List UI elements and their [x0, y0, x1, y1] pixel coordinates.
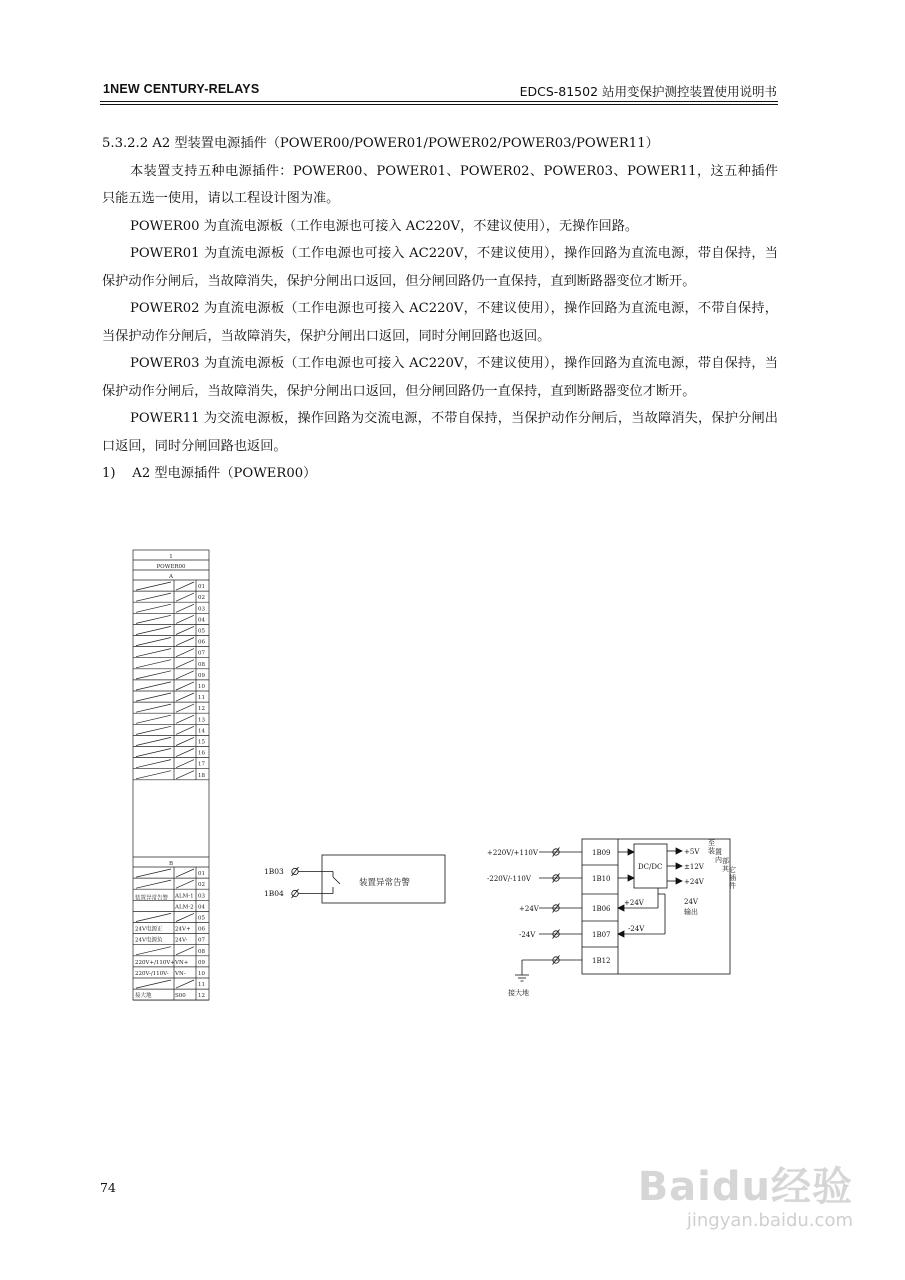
earth-label: 接大地	[508, 989, 529, 997]
terminal-pin-a: 17	[198, 761, 205, 768]
terminal-pin-b: 02	[198, 882, 205, 889]
side-note-char: 内	[715, 856, 722, 864]
term-1b06: 1B06	[592, 905, 611, 913]
terminal-pin-b: 09	[198, 959, 205, 966]
term-1b07: 1B07	[592, 931, 611, 939]
terminal-pin-b: 06	[198, 926, 205, 933]
paragraph: POWER11 为交流电源板，操作回路为交流电源，不带自保持，当保护动作分闸后，当故障消失，保护分闸出口返回，同时分闸回路也返回。	[102, 411, 778, 454]
baidu-watermark-url: jingyan.baidu.com	[686, 1210, 853, 1231]
side-note-char: 其	[722, 865, 729, 873]
terminal-pin-a: 18	[198, 772, 205, 779]
header-company: 1NEW CENTURY-RELAYS	[103, 82, 260, 96]
power-supply-diagram	[482, 832, 742, 1002]
terminal-pin-a: 04	[198, 617, 205, 624]
out-24v-label: 24V	[684, 898, 698, 906]
terminal-pin-a: 09	[198, 672, 205, 679]
terminal-pin-a: 03	[198, 606, 205, 613]
terminal-pin-b: 07	[198, 937, 205, 944]
out-12v: ±12V	[684, 863, 704, 871]
alarm-contact-diagram	[255, 848, 455, 910]
terminal-pin-a: 16	[198, 750, 205, 757]
header-rule-thin	[100, 104, 778, 105]
row-b-sig: 24V-	[175, 937, 188, 944]
page-number: 74	[100, 1180, 116, 1195]
terminal-pin-b: 05	[198, 915, 205, 922]
figure-caption: 1) A2 型电源插件（POWER00）	[102, 466, 317, 481]
row-b-sig: ALM-2	[175, 904, 194, 911]
paragraph: 本装置支持五种电源插件：POWER00、POWER01、POWER02、POWER03、POWER11，这五种插件只能五选一使用，请以工程设计图为准。	[102, 163, 778, 206]
side-note-char: 件	[729, 882, 736, 890]
terminal-pin-b: 11	[198, 982, 205, 989]
terminal-pin-a: 08	[198, 661, 205, 668]
alarm-box-label: 装置异常告警	[359, 878, 411, 888]
terminal-pin-b: 08	[198, 948, 205, 955]
paragraph: POWER01 为直流电源板（工作电源也可接入 AC220V，不建议使用），操作回路为直流电源，带自保持，当保护动作分闸后，当故障消失，保护分闸出口返回，但分闸回路仍一直保持，直到断路器变位才断开。	[102, 246, 778, 289]
input-24v-pos: +24V	[519, 905, 539, 913]
terminal-pin-a: 12	[198, 706, 205, 713]
terminal-pin-a: 02	[198, 595, 205, 602]
alarm-term-1b03: 1B03	[264, 867, 284, 876]
row-b-label: B	[168, 861, 174, 867]
terminal-pin-b: 10	[198, 971, 205, 977]
row-a-label: A	[169, 574, 173, 580]
side-note-char: 至	[708, 839, 715, 847]
terminal-pin-a: 01	[198, 584, 205, 591]
terminal-pin-a: 13	[198, 717, 205, 724]
p24-label: +24V	[624, 899, 644, 907]
input-ac-pos: +220V/+110V	[487, 849, 538, 857]
terminal-pin-a: 06	[198, 639, 205, 646]
dcdc-label: DC/DC	[638, 863, 663, 871]
terminal-pin-a: 11	[198, 695, 205, 702]
out-24v-label-2: 输出	[684, 908, 698, 916]
row-b-sig: 24V+	[175, 926, 191, 933]
row-b-desc: 220V-/110V-	[135, 971, 169, 977]
out-24v: +24V	[684, 878, 704, 886]
row-b-sig: VN-	[175, 971, 186, 977]
term-1b10: 1B10	[592, 875, 611, 883]
header-rule	[100, 101, 778, 102]
terminal-strip-diagram	[130, 548, 215, 1003]
board-name: POWER00	[156, 564, 186, 570]
slot-number: 1	[169, 554, 173, 560]
row-b-desc: 接大地	[135, 993, 152, 1000]
row-b-desc: 装置异常告警	[135, 895, 169, 902]
alarm-term-1b04: 1B04	[264, 889, 284, 898]
side-note-char: 部	[722, 857, 729, 865]
term-1b12: 1B12	[592, 957, 611, 965]
side-note-char: 它	[729, 866, 736, 874]
n24-label: -24V	[628, 925, 645, 933]
terminal-pin-a: 10	[198, 684, 205, 690]
term-1b09: 1B09	[592, 849, 611, 857]
row-b-sig: S00	[175, 993, 186, 1000]
side-note-char: 置	[715, 848, 722, 856]
terminal-pin-b: 01	[198, 871, 205, 878]
row-b-desc: 24V电源负	[135, 937, 163, 944]
row-b-sig: VN+	[175, 959, 189, 966]
header-doc-title: EDCS-81502 站用变保护测控装置使用说明书	[519, 84, 777, 99]
input-ac-neg: -220V/-110V	[487, 875, 531, 883]
section-title: 5.3.2.2 A2 型装置电源插件（POWER00/POWER01/POWER02/POWER03/POWER11）	[102, 136, 659, 151]
terminal-pin-b: 03	[198, 893, 205, 900]
terminal-pin-b: 12	[198, 993, 205, 1000]
terminal-pin-a: 07	[198, 650, 205, 657]
side-note-char: 装	[708, 847, 715, 855]
paragraph: POWER02 为直流电源板（工作电源也可接入 AC220V，不建议使用），操作回路为直流电源，不带自保持，当保护动作分闸后，当故障消失，保护分闸出口返回，同时分闸回路也返回。	[102, 301, 778, 344]
side-note-char: 插	[729, 874, 736, 882]
terminal-pin-b: 04	[198, 904, 205, 911]
baidu-watermark-logo: Baidu经验	[637, 1164, 853, 1210]
row-b-desc: 220V+/110V+	[135, 959, 176, 966]
terminal-pin-a: 05	[198, 628, 205, 635]
row-b-desc: 24V电源正	[135, 926, 163, 933]
input-24v-neg: -24V	[519, 931, 536, 939]
row-b-sig: ALM-1	[175, 893, 194, 900]
paragraph: POWER00 为直流电源板（工作电源也可接入 AC220V，不建议使用），无操作回路。	[130, 218, 639, 234]
out-5v: +5V	[684, 848, 700, 856]
body-content	[102, 130, 778, 488]
terminal-pin-a: 14	[198, 728, 205, 735]
paragraph: POWER03 为直流电源板（工作电源也可接入 AC220V，不建议使用），操作回路为直流电源，带自保持，当保护动作分闸后，当故障消失，保护分闸出口返回，但分闸回路仍一直保持，直到断路器变位才断开。	[102, 356, 778, 399]
terminal-pin-a: 15	[198, 739, 205, 746]
